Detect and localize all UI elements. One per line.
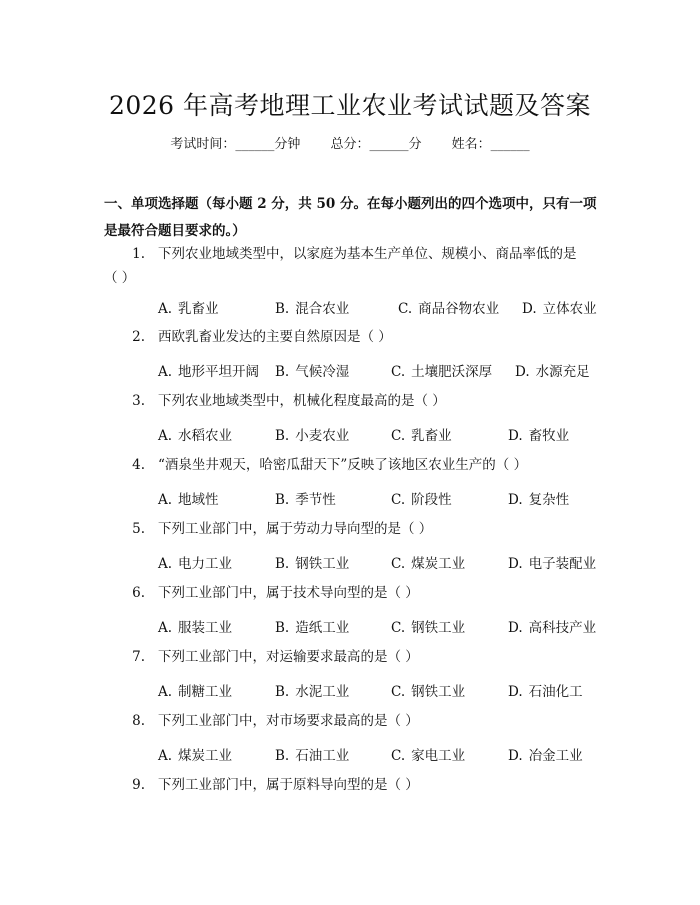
question-number: 1. <box>132 246 145 262</box>
question-number: 6. <box>132 585 145 601</box>
option-b: B. 气候冷湿 <box>275 364 350 380</box>
student-name: 姓名：______ <box>451 137 530 152</box>
option-d: D. 立体农业 <box>522 301 597 317</box>
page-title: 2026 年高考地理工业农业考试试题及答案 <box>108 91 592 120</box>
option-c: C. 家电工业 <box>391 748 466 764</box>
option-b: B. 造纸工业 <box>275 620 350 636</box>
exam-meta <box>0 133 700 152</box>
option-c: C. 钢铁工业 <box>391 620 466 636</box>
option-b: B. 钢铁工业 <box>275 556 350 572</box>
question-text: 下列工业部门中，属于技术导向型的是（ ） <box>158 585 419 601</box>
option-c: C. 钢铁工业 <box>391 684 466 700</box>
question-1 <box>104 241 604 288</box>
option-a: A. 水稻农业 <box>158 428 233 444</box>
options-6 <box>158 616 618 636</box>
option-d: D. 复杂性 <box>508 492 570 508</box>
total-score: 总分：______分 <box>330 137 422 152</box>
option-d: D. 石油化工 <box>508 684 583 700</box>
options-1 <box>158 297 618 317</box>
option-c: C. 阶段性 <box>391 492 452 508</box>
exam-time: 考试时间：______分钟 <box>170 137 301 152</box>
question-text: 下列工业部门中，属于原料导向型的是（ ） <box>158 777 419 793</box>
question-text: 下列工业部门中，属于劳动力导向型的是（ ） <box>158 521 433 537</box>
question-text: 下列工业部门中，对运输要求最高的是（ ） <box>158 649 419 665</box>
question-3 <box>104 388 604 415</box>
question-text: 西欧乳畜业发达的主要自然原因是（ ） <box>158 329 392 345</box>
option-d: D. 畜牧业 <box>508 428 570 444</box>
option-b: B. 季节性 <box>275 492 336 508</box>
question-9 <box>104 772 604 799</box>
option-a: A. 电力工业 <box>158 556 233 572</box>
question-text: “酒泉坐井观天，哈密瓜甜天下”反映了该地区农业生产的（ ） <box>158 457 528 473</box>
options-2 <box>158 360 618 380</box>
option-a: A. 制糖工业 <box>158 684 233 700</box>
option-a: A. 煤炭工业 <box>158 748 233 764</box>
question-4 <box>104 452 604 479</box>
question-8 <box>104 708 604 735</box>
option-d: D. 冶金工业 <box>508 748 583 764</box>
question-5 <box>104 516 604 543</box>
option-c: C. 商品谷物农业 <box>398 301 500 317</box>
question-number: 4. <box>132 457 145 473</box>
option-d: D. 高科技产业 <box>508 620 597 636</box>
question-2 <box>104 324 604 351</box>
question-number: 3. <box>132 393 145 409</box>
question-number: 9. <box>132 777 145 793</box>
option-b: B. 水泥工业 <box>275 684 350 700</box>
option-b: B. 石油工业 <box>275 748 350 764</box>
question-number: 8. <box>132 713 145 729</box>
option-a: A. 地形平坦开阔 <box>158 364 260 380</box>
option-a: A. 服装工业 <box>158 620 233 636</box>
question-number: 7. <box>132 649 145 665</box>
question-number: 2. <box>132 329 145 345</box>
question-7 <box>104 644 604 671</box>
options-4 <box>158 488 618 508</box>
question-number: 5. <box>132 521 145 537</box>
option-d: D. 电子装配业 <box>508 556 597 572</box>
options-3 <box>158 424 618 444</box>
section-heading: 一、单项选择题（每小题 2 分，共 50 分。在每小题列出的四个选项中，只有一项是最符合题目要求的。） <box>104 196 597 239</box>
option-a: A. 地域性 <box>158 492 219 508</box>
options-5 <box>158 552 618 572</box>
option-c: C. 土壤肥沃深厚 <box>391 364 493 380</box>
option-c: C. 煤炭工业 <box>391 556 466 572</box>
option-b: B. 小麦农业 <box>275 428 350 444</box>
option-b: B. 混合农业 <box>275 301 350 317</box>
question-text: 下列农业地域类型中，机械化程度最高的是（ ） <box>158 393 446 409</box>
option-c: C. 乳畜业 <box>391 428 452 444</box>
options-8 <box>158 744 618 764</box>
question-text: 下列农业地域类型中，以家庭为基本生产单位、规模小、商品率低的是 <box>158 246 577 262</box>
question-text-continued: （ ） <box>104 270 136 286</box>
question-text: 下列工业部门中，对市场要求最高的是（ ） <box>158 713 419 729</box>
options-7 <box>158 680 618 700</box>
question-6 <box>104 580 604 607</box>
option-d: D. 水源充足 <box>515 364 590 380</box>
option-a: A. 乳畜业 <box>158 301 219 317</box>
